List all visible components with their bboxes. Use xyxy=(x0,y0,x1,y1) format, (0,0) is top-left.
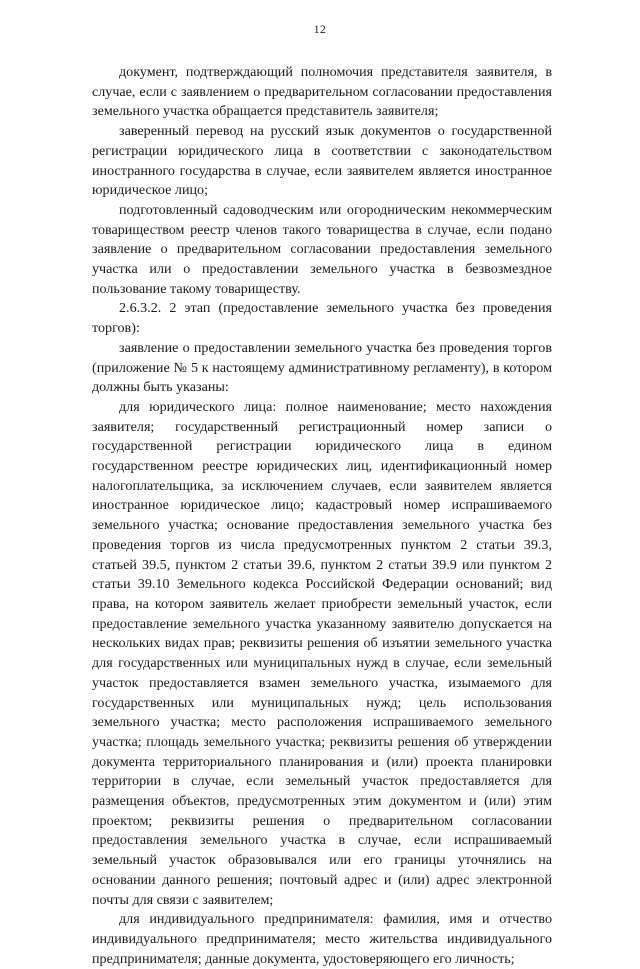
paragraph-member-registry: подготовленный садоводческим или огородническим некоммерческим товариществом реестр членов такого товарищества в случае, если подано заявление о предварительном согласовании предоставления земельного участка или о предоставлении земельного участка в безвозмездное пользование такому товариществу. xyxy=(92,201,552,297)
paragraph-translation-registration: заверенный перевод на русский язык документов о государственной регистрации юридического лица в соответствии с законодательством иностранного государства в случае, если заявителем является иностранное юридическое лицо; xyxy=(92,123,552,199)
paragraph-legal-entity-details: для юридического лица: полное наименование; место нахождения заявителя; государственный регистрационный номер записи о государственной регистрации юридического лица в едином государственном реестре юридических лиц, идентификационный номер налогоплательщика, за исключением случаев, если заявителем является иностранное юридическое лицо; кадастровый номер испрашиваемого земельного участка; основание предоставления земельного участка без проведения торгов из числа предусмотренных пунктом 2 статьи 39.3, статьей 39.5, пунктом 2 статьи 39.6, пунктом 2 статьи 39.9 или пунктом 2 статьи 39.10 Земельного кодекса Российской Федерации оснований; вид права, на котором заявитель желает приобрести земельный участок, если предоставление земельного участка указанному заявителю допускается на нескольких видах прав; реквизиты решения об изъятии земельного участка для государственных или муниципальных нужд в случае, если земельный участок предоставляется взамен земельного участка, изымаемого для государственных или муниципальных нужд; цель использования земельного участка; место расположения испрашиваемого земельного участка; площадь земельного участка; реквизиты решения об утверждении документа территориального планирования и (или) проекта планировки территории в случае, если земельный участок предоставляется для размещения объектов, предусмотренных этим документом и (или) этим проектом; реквизиты решения о предварительном согласовании предоставления земельного участка в случае, если испрашиваемый земельный участок образовывался или его границы уточнялись на основании данного решения; почтовый адрес и (или) адрес электронной почты для связи с заявителем; xyxy=(92,398,552,908)
paragraph-entrepreneur-details: для индивидуального предпринимателя: фамилия, имя и отчество индивидуального предпринимателя; место жительства индивидуального предпринимателя; данные документа, удостоверяющего его личность; xyxy=(92,911,552,967)
paragraph-representative-authority: документ, подтверждающий полномочия представителя заявителя, в случае, если с заявлением о предварительном согласовании предоставления земельного участка обращается представитель заявителя; xyxy=(92,64,552,120)
document-body xyxy=(92,63,552,969)
paragraph-application-content: заявление о предоставлении земельного участка без проведения торгов (приложение № 5 к настоящему административному регламенту), в котором должны быть указаны: xyxy=(92,339,552,396)
paragraph-stage-heading: 2.6.3.2. 2 этап (предоставление земельного участка без проведения торгов): xyxy=(92,300,552,337)
page-number: 12 xyxy=(313,24,327,36)
